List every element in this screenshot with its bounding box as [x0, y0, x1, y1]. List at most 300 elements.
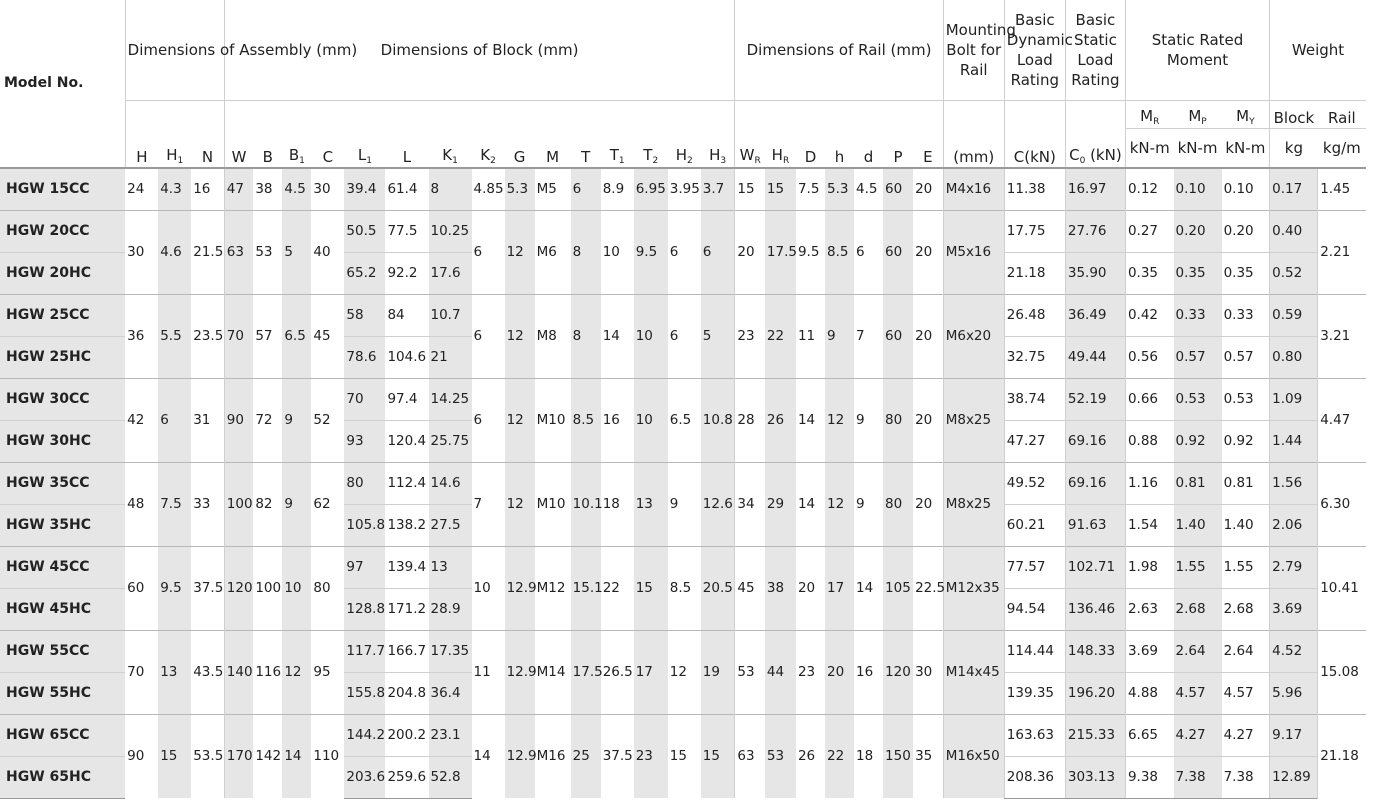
mp-cell: 0.81	[1174, 462, 1222, 504]
k1-cell: 36.4	[429, 672, 472, 714]
dynamic-load-cell: 208.36	[1004, 756, 1065, 798]
bolt-cell: M6x20	[943, 294, 1004, 378]
block-cell: 12.89	[1270, 756, 1318, 798]
w-cell: 90	[224, 378, 253, 462]
t-cell: 8.5	[571, 378, 601, 462]
wr-cell: 34	[735, 462, 765, 546]
k1-cell: 21	[429, 336, 472, 378]
col-H1: $H_1$	[158, 101, 191, 169]
t-cell: 8	[571, 210, 601, 294]
n-cell: 37.5	[191, 546, 224, 630]
k1-cell: 14.6	[429, 462, 472, 504]
l-cell: 112.4	[385, 462, 428, 504]
c0-cell: 303.13	[1065, 756, 1125, 798]
rail-cell: 6.30	[1318, 462, 1366, 546]
l1-cell: 80	[344, 462, 385, 504]
mr-cell: 0.27	[1125, 210, 1173, 252]
block-c-cell: 40	[311, 210, 344, 294]
b-cell: 100	[253, 546, 282, 630]
h3-cell: 10.8	[701, 378, 735, 462]
block-cell: 0.40	[1270, 210, 1318, 252]
mr-cell: 4.88	[1125, 672, 1173, 714]
dynamic-load-cell: 38.74	[1004, 378, 1065, 420]
mp-cell: 0.57	[1174, 336, 1222, 378]
my-cell: 1.40	[1222, 504, 1270, 546]
hr-cell: 53	[765, 714, 796, 798]
col-T: T	[571, 101, 601, 169]
k1-cell: 23.1	[429, 714, 472, 756]
l-cell: 166.7	[385, 630, 428, 672]
my-cell: 2.68	[1222, 588, 1270, 630]
table-row	[0, 294, 1366, 336]
p-cell: 80	[883, 462, 913, 546]
e-cell: 20	[913, 378, 943, 462]
col-H: H	[125, 101, 158, 169]
wr-cell: 63	[735, 714, 765, 798]
block-c-cell: 110	[311, 714, 344, 798]
t2-cell: 10	[634, 294, 668, 378]
t2-cell: 15	[634, 546, 668, 630]
col-L: L	[385, 101, 428, 169]
l-cell: 77.5	[385, 210, 428, 252]
e-cell: 35	[913, 714, 943, 798]
l1-cell: 50.5	[344, 210, 385, 252]
dynamic-load-cell: 139.35	[1004, 672, 1065, 714]
col-d: d	[854, 101, 883, 169]
dynamic-load-cell: 60.21	[1004, 504, 1065, 546]
w-cell: 47	[224, 168, 253, 210]
k2-cell: 4.85	[472, 168, 505, 210]
m-cell: M10	[535, 462, 571, 546]
mr-cell: 2.63	[1125, 588, 1173, 630]
model-name-cell: HGW 20HC	[0, 252, 125, 294]
c0-cell: 69.16	[1065, 420, 1125, 462]
block-c-cell: 30	[311, 168, 344, 210]
hr-cell: 44	[765, 630, 796, 714]
d-cell: 16	[854, 630, 883, 714]
mp-cell: 2.64	[1174, 630, 1222, 672]
k2-cell: 6	[472, 378, 505, 462]
mp-cell: 0.33	[1174, 294, 1222, 336]
table-row	[0, 462, 1366, 504]
col-HR: $H_R$	[765, 101, 796, 169]
g-cell: 5.3	[505, 168, 535, 210]
t-cell: 6	[571, 168, 601, 210]
c0-cell: 49.44	[1065, 336, 1125, 378]
l-cell: 120.4	[385, 420, 428, 462]
mr-cell: 0.42	[1125, 294, 1173, 336]
h1-cell: 9.5	[158, 546, 191, 630]
table-row	[0, 378, 1366, 420]
k2-cell: 6	[472, 210, 505, 294]
h2-cell: 8.5	[668, 546, 701, 630]
t1-cell: 18	[601, 462, 634, 546]
model-name-cell: HGW 25CC	[0, 294, 125, 336]
table-row	[0, 168, 1366, 210]
l1-cell: 203.6	[344, 756, 385, 798]
w-cell: 70	[224, 294, 253, 378]
n-cell: 16	[191, 168, 224, 210]
table-row	[0, 714, 1366, 756]
h-cell: 70	[125, 630, 158, 714]
l-cell: 204.8	[385, 672, 428, 714]
model-name-cell: HGW 30HC	[0, 420, 125, 462]
mp-cell: 4.57	[1174, 672, 1222, 714]
hr-cell: 17.5	[765, 210, 796, 294]
p-cell: 80	[883, 378, 913, 462]
t2-cell: 10	[634, 378, 668, 462]
n-cell: 33	[191, 462, 224, 546]
e-cell: 22.5	[913, 546, 943, 630]
dynamic-load-header: Basic Dynamic Load Rating	[1004, 0, 1065, 101]
col-C: C	[311, 101, 344, 169]
t1-cell: 37.5	[601, 714, 634, 798]
n-cell: 53.5	[191, 714, 224, 798]
static-moment-header: Static Rated Moment	[1125, 0, 1269, 101]
k2-cell: 11	[472, 630, 505, 714]
block-cell: 4.52	[1270, 630, 1318, 672]
my-cell: 0.35	[1222, 252, 1270, 294]
col-T1: $T_1$	[601, 101, 634, 169]
h1-cell: 7.5	[158, 462, 191, 546]
t-cell: 10.1	[571, 462, 601, 546]
m-cell: M16	[535, 714, 571, 798]
d-cell: 7.5	[796, 168, 825, 210]
m-cell: M8	[535, 294, 571, 378]
e-cell: 20	[913, 462, 943, 546]
h1-cell: 15	[158, 714, 191, 798]
n-cell: 31	[191, 378, 224, 462]
dynamic-load-cell: 49.52	[1004, 462, 1065, 504]
assembly-group-header: Dimensions of Assembly (mm)	[125, 0, 224, 101]
mp-cell: 1.40	[1174, 504, 1222, 546]
m-cell: M14	[535, 630, 571, 714]
c0-cell: 91.63	[1065, 504, 1125, 546]
block-group-header: Dimensions of Block (mm)	[224, 0, 735, 101]
col-M: M	[535, 101, 571, 169]
b1-cell: 9	[282, 462, 311, 546]
block-cell: 1.56	[1270, 462, 1318, 504]
k1-cell: 17.6	[429, 252, 472, 294]
g-cell: 12.9	[505, 630, 535, 714]
l1-cell: 78.6	[344, 336, 385, 378]
table-row	[0, 630, 1366, 672]
mp-cell: 0.10	[1174, 168, 1222, 210]
k2-cell: 7	[472, 462, 505, 546]
l1-cell: 39.4	[344, 168, 385, 210]
l-cell: 259.6	[385, 756, 428, 798]
b-cell: 72	[253, 378, 282, 462]
b1-cell: 5	[282, 210, 311, 294]
h-cell: 20	[825, 630, 854, 714]
wr-cell: 20	[735, 210, 765, 294]
col-B: B	[253, 101, 282, 169]
mounting-bolt-header: Mounting Bolt for Rail	[943, 0, 1004, 101]
n-cell: 23.5	[191, 294, 224, 378]
rail-group-header: Dimensions of Rail (mm)	[735, 0, 943, 101]
mr-cell: 1.98	[1125, 546, 1173, 588]
d-cell: 6	[854, 210, 883, 294]
static-load-header: Basic Static Load Rating	[1065, 0, 1125, 101]
block-cell: 0.17	[1270, 168, 1318, 210]
p-cell: 150	[883, 714, 913, 798]
d-cell: 9	[854, 378, 883, 462]
n-cell: 21.5	[191, 210, 224, 294]
h-cell: 30	[125, 210, 158, 294]
d-cell: 11	[796, 294, 825, 378]
g-cell: 12.9	[505, 714, 535, 798]
c0-cell: 69.16	[1065, 462, 1125, 504]
model-name-cell: HGW 55CC	[0, 630, 125, 672]
l1-cell: 70	[344, 378, 385, 420]
mr-cell: 0.88	[1125, 420, 1173, 462]
my-cell: 4.27	[1222, 714, 1270, 756]
block-cell: 0.52	[1270, 252, 1318, 294]
mr-cell: 0.12	[1125, 168, 1173, 210]
wr-cell: 15	[735, 168, 765, 210]
my-cell: 0.10	[1222, 168, 1270, 210]
h-cell: 42	[125, 378, 158, 462]
t2-cell: 23	[634, 714, 668, 798]
mp-cell: 7.38	[1174, 756, 1222, 798]
dynamic-load-cell: 114.44	[1004, 630, 1065, 672]
d-cell: 20	[796, 546, 825, 630]
hr-cell: 15	[765, 168, 796, 210]
h3-cell: 19	[701, 630, 735, 714]
mp-cell: 0.35	[1174, 252, 1222, 294]
h3-cell: 12.6	[701, 462, 735, 546]
l1-cell: 155.8	[344, 672, 385, 714]
e-cell: 20	[913, 210, 943, 294]
t2-cell: 17	[634, 630, 668, 714]
block-cell: 2.06	[1270, 504, 1318, 546]
b1-cell: 9	[282, 378, 311, 462]
h2-cell: 6.5	[668, 378, 701, 462]
model-name-cell: HGW 35HC	[0, 504, 125, 546]
my-cell: 0.20	[1222, 210, 1270, 252]
k1-cell: 25.75	[429, 420, 472, 462]
h3-cell: 20.5	[701, 546, 735, 630]
hr-cell: 29	[765, 462, 796, 546]
h-cell: 9	[825, 294, 854, 378]
h-cell: 12	[825, 462, 854, 546]
e-cell: 20	[913, 294, 943, 378]
rail-cell: 15.08	[1318, 630, 1366, 714]
d-cell: 26	[796, 714, 825, 798]
mr-cell: 0.66	[1125, 378, 1173, 420]
col-MR: $M_R$	[1125, 101, 1173, 129]
table-row	[0, 210, 1366, 252]
h-cell: 8.5	[825, 210, 854, 294]
c0-cell: 52.19	[1065, 378, 1125, 420]
c0-cell: 136.46	[1065, 588, 1125, 630]
l-cell: 171.2	[385, 588, 428, 630]
col-block-unit: kg	[1270, 129, 1318, 169]
m-cell: M5	[535, 168, 571, 210]
k1-cell: 17.35	[429, 630, 472, 672]
k1-cell: 27.5	[429, 504, 472, 546]
l-cell: 61.4	[385, 168, 428, 210]
bolt-cell: M5x16	[943, 210, 1004, 294]
block-c-cell: 52	[311, 378, 344, 462]
c0-cell: 36.49	[1065, 294, 1125, 336]
model-name-cell: HGW 25HC	[0, 336, 125, 378]
weight-header: Weight	[1270, 0, 1366, 101]
col-h: h	[825, 101, 854, 169]
col-WR: $W_R$	[735, 101, 765, 169]
my-cell: 0.57	[1222, 336, 1270, 378]
mr-cell: 3.69	[1125, 630, 1173, 672]
my-cell: 4.57	[1222, 672, 1270, 714]
g-cell: 12	[505, 462, 535, 546]
h2-cell: 12	[668, 630, 701, 714]
mp-cell: 0.53	[1174, 378, 1222, 420]
k1-cell: 10.25	[429, 210, 472, 252]
c0-cell: 35.90	[1065, 252, 1125, 294]
col-MP: $M_P$	[1174, 101, 1222, 129]
h1-cell: 13	[158, 630, 191, 714]
h2-cell: 15	[668, 714, 701, 798]
w-cell: 100	[224, 462, 253, 546]
k2-cell: 6	[472, 294, 505, 378]
model-name-cell: HGW 55HC	[0, 672, 125, 714]
bolt-cell: M8x25	[943, 378, 1004, 462]
wr-cell: 28	[735, 378, 765, 462]
l-cell: 104.6	[385, 336, 428, 378]
b-cell: 116	[253, 630, 282, 714]
t1-cell: 8.9	[601, 168, 634, 210]
block-c-cell: 45	[311, 294, 344, 378]
h2-cell: 6	[668, 294, 701, 378]
model-name-cell: HGW 15CC	[0, 168, 125, 210]
model-name-cell: HGW 65CC	[0, 714, 125, 756]
block-c-cell: 95	[311, 630, 344, 714]
g-cell: 12	[505, 378, 535, 462]
col-bolt-unit: (mm)	[943, 101, 1004, 169]
block-cell: 3.69	[1270, 588, 1318, 630]
bolt-cell: M4x16	[943, 168, 1004, 210]
block-cell: 2.79	[1270, 546, 1318, 588]
rail-cell: 2.21	[1318, 210, 1366, 294]
l1-cell: 97	[344, 546, 385, 588]
m-cell: M10	[535, 378, 571, 462]
p-cell: 120	[883, 630, 913, 714]
mp-cell: 1.55	[1174, 546, 1222, 588]
d-cell: 14	[796, 378, 825, 462]
mr-cell: 9.38	[1125, 756, 1173, 798]
k2-cell: 10	[472, 546, 505, 630]
col-MY: $M_Y$	[1222, 101, 1270, 129]
col-C-kN: C(kN)	[1004, 101, 1065, 169]
l1-cell: 93	[344, 420, 385, 462]
h-cell: 24	[125, 168, 158, 210]
block-cell: 0.80	[1270, 336, 1318, 378]
col-B1: $B_1$	[282, 101, 311, 169]
t1-cell: 22	[601, 546, 634, 630]
col-G: G	[505, 101, 535, 169]
dynamic-load-cell: 47.27	[1004, 420, 1065, 462]
l1-cell: 117.7	[344, 630, 385, 672]
bolt-cell: M8x25	[943, 462, 1004, 546]
col-rail-unit: kg/m	[1322, 138, 1361, 157]
col-P: P	[883, 101, 913, 169]
rail-cell: 1.45	[1318, 168, 1366, 210]
l1-cell: 105.8	[344, 504, 385, 546]
dynamic-load-cell: 77.57	[1004, 546, 1065, 588]
c0-cell: 27.76	[1065, 210, 1125, 252]
b1-cell: 14	[282, 714, 311, 798]
p-cell: 60	[883, 210, 913, 294]
block-c-cell: 80	[311, 546, 344, 630]
c0-cell: 102.71	[1065, 546, 1125, 588]
n-cell: 43.5	[191, 630, 224, 714]
h1-cell: 4.6	[158, 210, 191, 294]
dynamic-load-cell: 32.75	[1004, 336, 1065, 378]
g-cell: 12	[505, 210, 535, 294]
h1-cell: 5.5	[158, 294, 191, 378]
h2-cell: 9	[668, 462, 701, 546]
block-c-cell: 62	[311, 462, 344, 546]
l1-cell: 65.2	[344, 252, 385, 294]
b1-cell: 12	[282, 630, 311, 714]
l-cell: 139.4	[385, 546, 428, 588]
l1-cell: 58	[344, 294, 385, 336]
b-cell: 53	[253, 210, 282, 294]
mp-cell: 2.68	[1174, 588, 1222, 630]
t-cell: 15.1	[571, 546, 601, 630]
dynamic-load-cell: 17.75	[1004, 210, 1065, 252]
bolt-cell: M12x35	[943, 546, 1004, 630]
model-name-cell: HGW 30CC	[0, 378, 125, 420]
g-cell: 12.9	[505, 546, 535, 630]
col-MR-unit: kN-m	[1125, 129, 1173, 169]
mr-cell: 0.35	[1125, 252, 1173, 294]
b-cell: 38	[253, 168, 282, 210]
t-cell: 25	[571, 714, 601, 798]
col-H3: $H_3$	[701, 101, 735, 169]
bolt-cell: M14x45	[943, 630, 1004, 714]
k1-cell: 13	[429, 546, 472, 588]
l-cell: 200.2	[385, 714, 428, 756]
mr-cell: 1.54	[1125, 504, 1173, 546]
e-cell: 30	[913, 630, 943, 714]
d-cell: 9.5	[796, 210, 825, 294]
mp-cell: 0.92	[1174, 420, 1222, 462]
t1-cell: 26.5	[601, 630, 634, 714]
h3-cell: 5	[701, 294, 735, 378]
my-cell: 7.38	[1222, 756, 1270, 798]
k1-cell: 8	[429, 168, 472, 210]
d-cell: 4.5	[854, 168, 883, 210]
k1-cell: 10.7	[429, 294, 472, 336]
block-cell: 9.17	[1270, 714, 1318, 756]
col-H2: $H_2$	[668, 101, 701, 169]
mr-cell: 1.16	[1125, 462, 1173, 504]
k2-cell: 14	[472, 714, 505, 798]
l-cell: 138.2	[385, 504, 428, 546]
h-cell: 48	[125, 462, 158, 546]
p-cell: 60	[883, 168, 913, 210]
hr-cell: 26	[765, 378, 796, 462]
mp-cell: 4.27	[1174, 714, 1222, 756]
l-cell: 92.2	[385, 252, 428, 294]
b-cell: 57	[253, 294, 282, 378]
model-name-cell: HGW 65HC	[0, 756, 125, 798]
wr-cell: 23	[735, 294, 765, 378]
k1-cell: 14.25	[429, 378, 472, 420]
col-MP-unit: kN-m	[1177, 138, 1218, 157]
e-cell: 20	[913, 168, 943, 210]
